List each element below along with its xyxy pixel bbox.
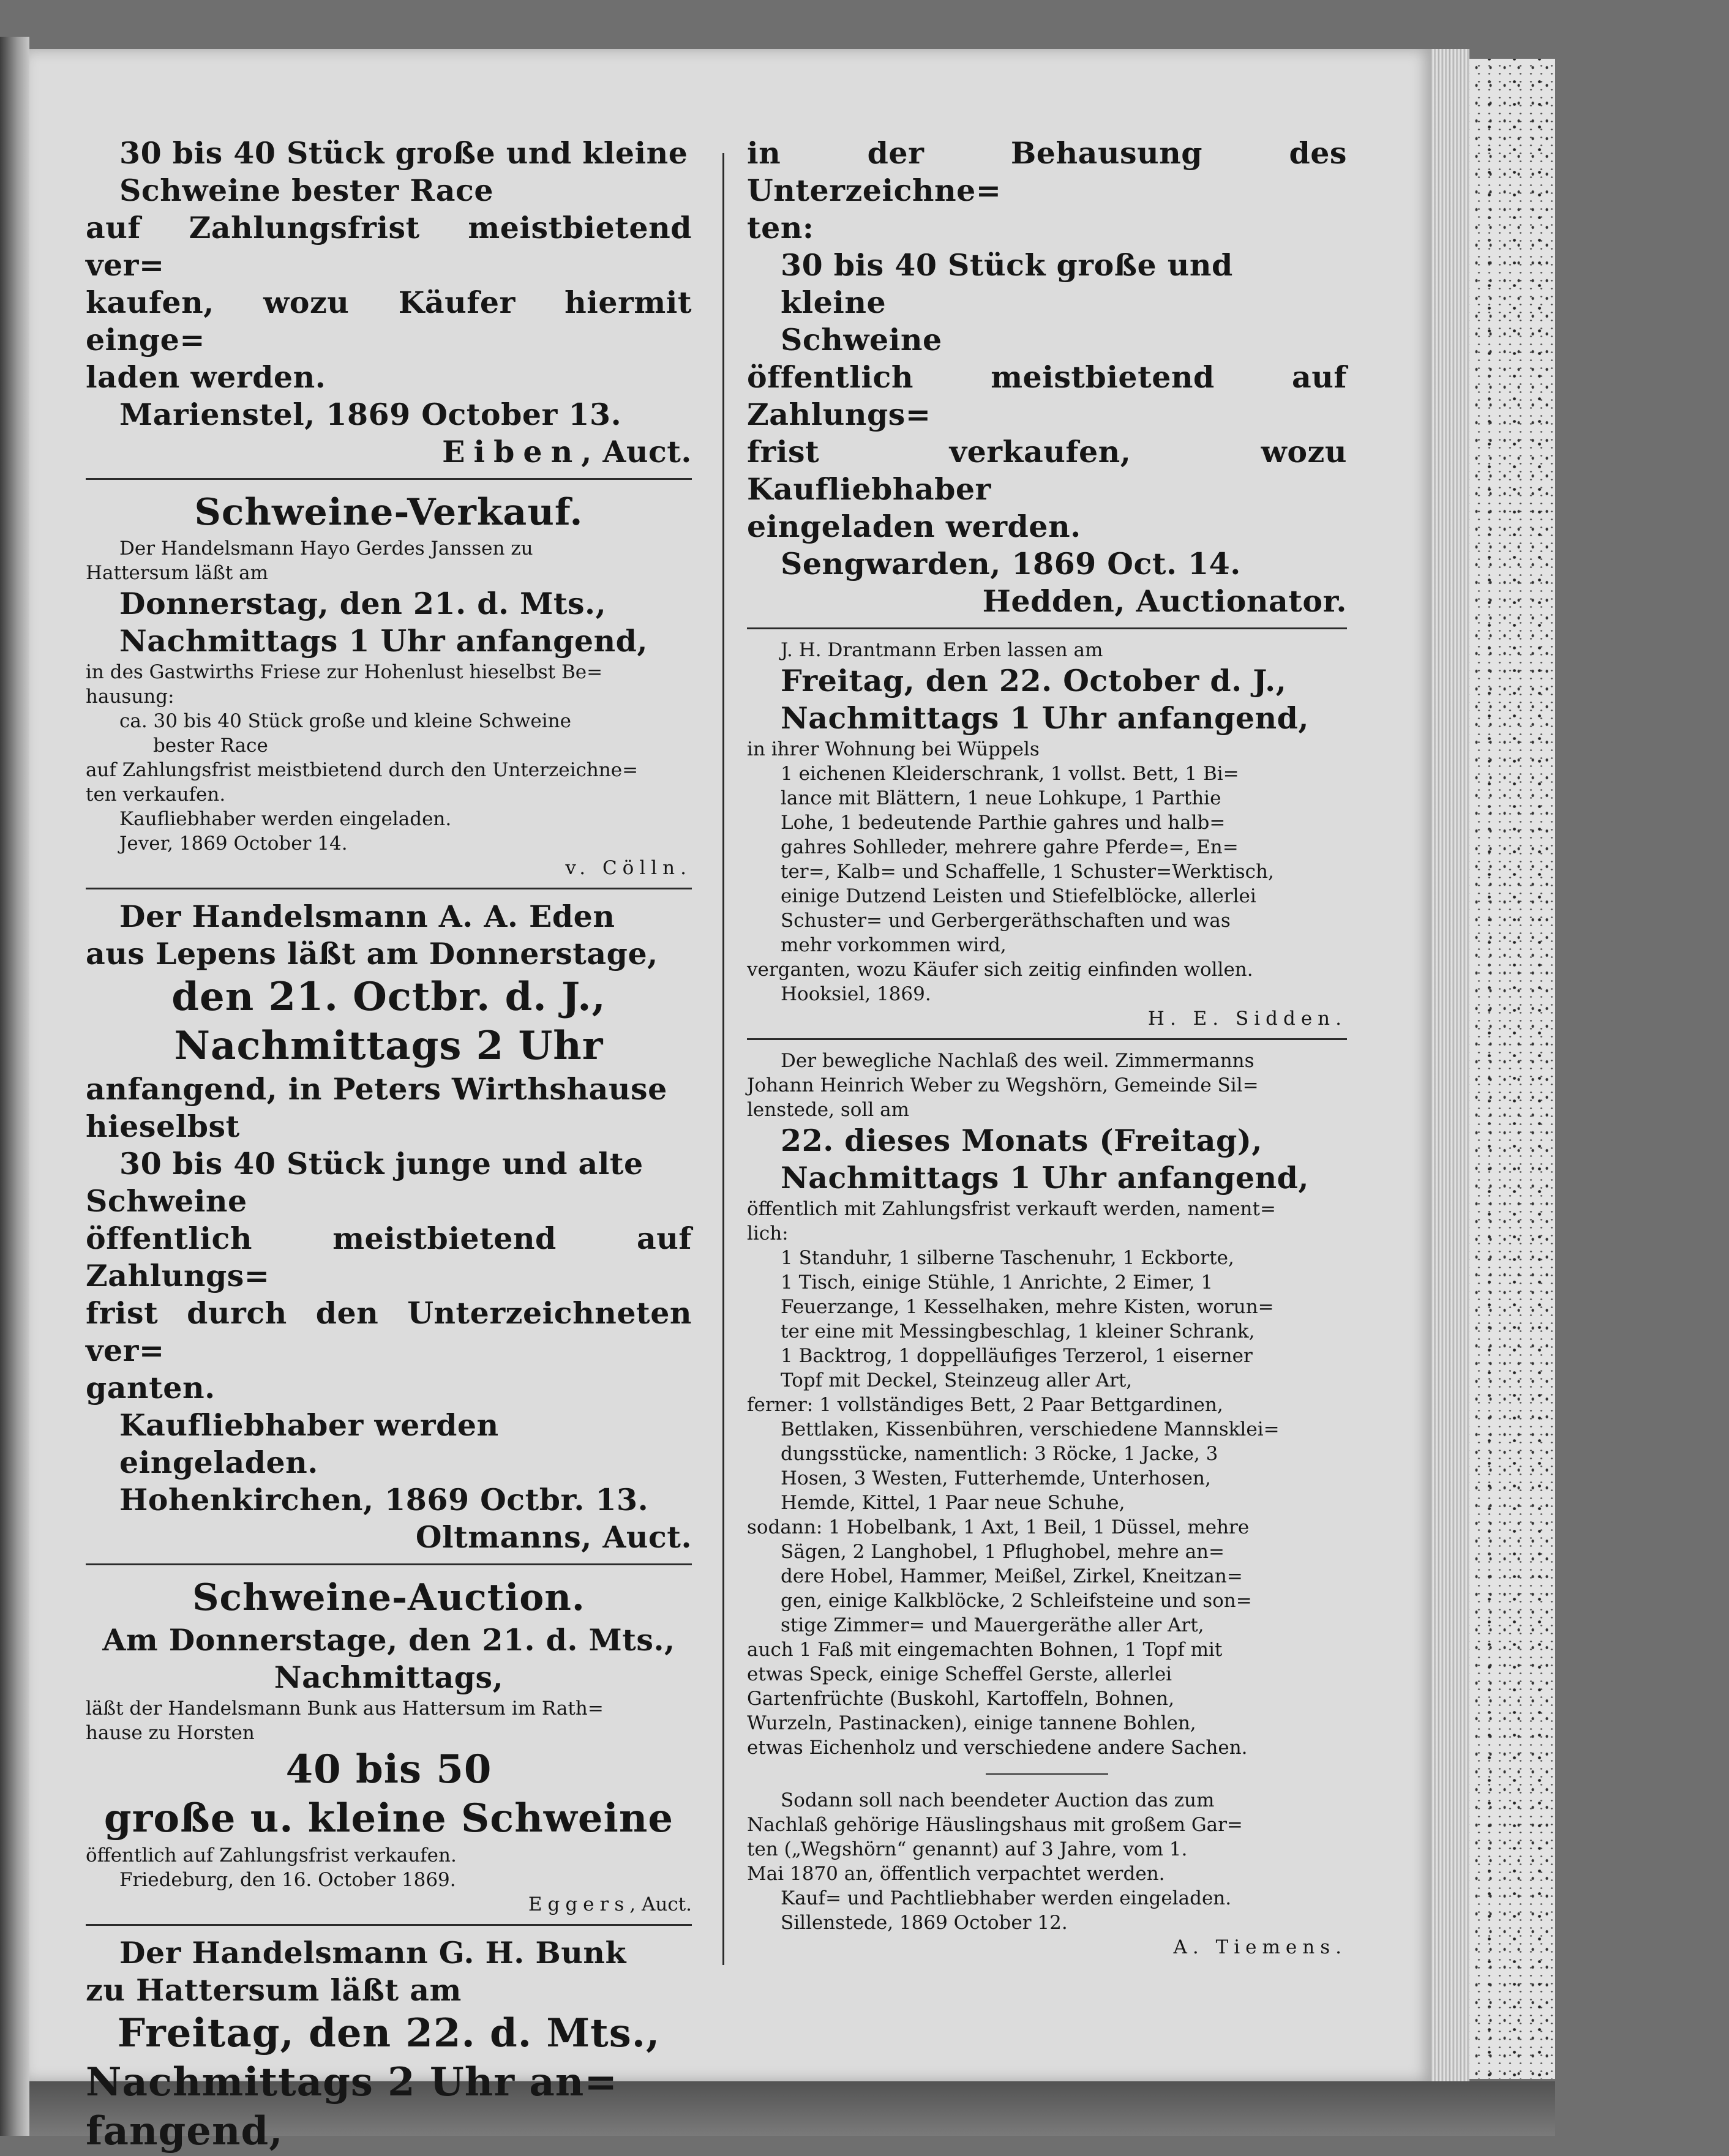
ad4-big-1: 40 bis 50: [285, 1746, 492, 1792]
ad4-signature: Eggers: [528, 1893, 630, 1915]
ad8-list-line: dungsstücke, namentlich: 3 Röcke, 1 Jacke, 3: [781, 1443, 1218, 1465]
ad3-line-2: aus Lepens läßt am Donnerstage,: [86, 936, 658, 971]
ad3-invite: Kaufliebhaber werden eingeladen.: [119, 1407, 499, 1480]
ad2-terms-2: ten verkaufen.: [86, 784, 226, 806]
ad6-signature: Hedden, Auctionator.: [982, 583, 1347, 619]
ad7-place-date: Hooksiel, 1869.: [781, 983, 931, 1005]
ad7-item-line: ter=, Kalb= und Schaffelle, 1 Schuster=Werktisch,: [781, 861, 1274, 883]
ad8-list-line: sodann: 1 Hobelbank, 1 Axt, 1 Beil, 1 Düssel, mehre: [747, 1516, 1250, 1538]
ad8-list-line: ferner: 1 vollständiges Bett, 2 Paar Bettgardinen,: [747, 1394, 1223, 1416]
ad7-item-line: einige Dutzend Leisten und Stiefelblöcke, allerlei: [781, 885, 1256, 907]
ad6-terms-3: eingeladen werden.: [747, 509, 1081, 544]
ad-hattersum: [86, 1934, 692, 2156]
ad2-intro-2: Hattersum läßt am: [86, 562, 269, 584]
ad8-terms-1: öffentlich mit Zahlungsfrist verkauft werden, nament=: [747, 1198, 1276, 1220]
ad8-intro-2: Johann Heinrich Weber zu Wegshörn, Gemeinde Sil=: [747, 1074, 1259, 1096]
ad8-list-line: Feuerzange, 1 Kesselhaken, mehre Kisten, worun=: [781, 1296, 1274, 1318]
ad8-place-date: Sillenstede, 1869 October 12.: [781, 1912, 1068, 1934]
ad2-location-1: in des Gastwirths Friese zur Hohenlust hieselbst Be=: [86, 661, 603, 683]
ad1-line-3: auf Zahlungsfrist meistbietend ver=: [86, 210, 692, 283]
ad7-item-line: lance mit Blättern, 1 neue Lohkupe, 1 Parthie: [781, 787, 1221, 809]
ad8-list-provisions: [747, 1638, 1347, 1760]
ad2-intro-1: Der Handelsmann Hayo Gerdes Janssen zu: [119, 537, 533, 560]
ad6-line-2: ten:: [747, 210, 814, 245]
ad8-list-line: stige Zimmer= und Mauergeräthe aller Art,: [781, 1614, 1204, 1636]
ad1-place-date: Marienstel, 1869 October 13.: [119, 397, 622, 432]
ad4-signature-line: [86, 1892, 692, 1917]
ad7-item-line: 1 eichenen Kleiderschrank, 1 vollst. Bett, 1 Bi=: [781, 763, 1239, 785]
ad2-location-2: hausung:: [86, 686, 174, 708]
divider-rule: [747, 1038, 1347, 1040]
ad8-list-line: auch 1 Faß mit eingemachten Bohnen, 1 Topf mit: [747, 1639, 1223, 1661]
short-divider-rule: [986, 1773, 1108, 1775]
ad6-terms-2: frist verkaufen, wozu Kaufliebhaber: [747, 434, 1347, 507]
ad1-signature-line: [86, 433, 692, 471]
ad7-time: Nachmittags 1 Uhr anfangend,: [781, 700, 1309, 736]
ad3-terms-1: öffentlich meistbietend auf Zahlungs=: [86, 1221, 692, 1293]
ad1-line-4: kaufen, wozu Käufer hiermit einge=: [86, 285, 692, 357]
ad1-signature-suffix: , Auct.: [581, 434, 692, 470]
divider-rule: [747, 627, 1347, 629]
ad7-intro: J. H. Drantmann Erben lassen am: [781, 639, 1103, 661]
ad8-list-line: Gartenfrüchte (Buskohl, Kartoffeln, Bohnen,: [747, 1688, 1174, 1710]
ad3-line-4: hieselbst: [86, 1109, 240, 1144]
ad6-place-date: Sengwarden, 1869 Oct. 14.: [781, 546, 1241, 582]
ad4-text-1: läßt der Handelsmann Bunk aus Hattersum im Rath=: [86, 1697, 604, 1720]
ad2-goods-2: bester Race: [153, 735, 268, 757]
ad8-list-clothing: [747, 1393, 1347, 1515]
page-stack-edge: [1431, 49, 1469, 2081]
ad8-time: Nachmittags 1 Uhr anfangend,: [781, 1160, 1309, 1196]
ad2-terms-1: auf Zahlungsfrist meistbietend durch den Unterzeichne=: [86, 759, 639, 781]
ad2-time: Nachmittags 1 Uhr anfangend,: [119, 623, 648, 659]
ad8-list-line: ter eine mit Messingbeschlag, 1 kleiner Schrank,: [781, 1320, 1255, 1342]
ad8-intro-3: lenstede, soll am: [747, 1099, 909, 1121]
ad3-time: Nachmittags 2 Uhr: [174, 1023, 604, 1069]
ad2-signature: v. Cölln.: [565, 857, 692, 879]
ad3-signature: Oltmanns, Auct.: [415, 1519, 692, 1555]
ad7-terms: verganten, wozu Käufer sich zeitig einfinden wollen.: [747, 959, 1253, 981]
ad7-location: in ihrer Wohnung bei Wüppels: [747, 738, 1040, 760]
ad3-goods-1: 30 bis 40 Stück junge und alte: [119, 1146, 643, 1181]
ad1-line-1: 30 bis 40 Stück große und kleine: [119, 135, 688, 171]
ad7-item-line: Lohe, 1 bedeutende Parthie gahres und halb=: [781, 812, 1226, 834]
ad7-signature: H. E. Sidden.: [1147, 1008, 1347, 1030]
ad3-line-1: Der Handelsmann A. A. Eden: [119, 899, 615, 934]
ad6-line-1: in der Behausung des Unterzeichne=: [747, 135, 1347, 208]
ad7-date: Freitag, den 22. October d. J.,: [781, 663, 1287, 698]
ad5-date: Freitag, den 22. d. Mts.,: [117, 2010, 661, 2056]
ad-jever: [86, 488, 692, 880]
right-column: [747, 135, 1347, 1959]
ad6-goods-1: 30 bis 40 Stück große und kleine: [781, 247, 1233, 320]
ad7-item-line: mehr vorkommen wird,: [781, 934, 1007, 956]
ad5-time-2: fangend,: [86, 2108, 283, 2154]
left-column: [86, 135, 692, 2156]
ad4-terms: öffentlich auf Zahlungsfrist verkaufen.: [86, 1844, 457, 1866]
ad8-list-line: Hosen, 3 Westen, Futterhemde, Unterhosen,: [781, 1467, 1211, 1489]
ad2-headline: Schweine-Verkauf.: [194, 491, 583, 534]
ad8-list-household: [747, 1246, 1347, 1393]
ad2-signature-line: [86, 856, 692, 880]
ad8-lease-line: Sodann soll nach beendeter Auction das zum: [781, 1789, 1215, 1811]
ad6-goods-2: Schweine: [781, 322, 942, 357]
ad8-signature: A. Tiemens.: [1173, 1936, 1347, 1958]
ad3-goods-2: Schweine: [86, 1183, 247, 1219]
ad-lepens: [86, 898, 692, 1556]
ad8-list-line: Topf mit Deckel, Steinzeug aller Art,: [781, 1369, 1133, 1391]
ad7-item-line: gahres Sohlleder, mehrere gahre Pferde=, En=: [781, 836, 1239, 858]
ad5-line-1: Der Handelsmann G. H. Bunk: [119, 1935, 627, 1971]
ad8-list-line: etwas Eichenholz und verschiedene andere Sachen.: [747, 1737, 1248, 1759]
ad4-headline: Schweine-Auction.: [192, 1576, 585, 1619]
ad3-terms-2: frist durch den Unterzeichneten ver=: [86, 1295, 692, 1368]
ad4-date: Am Donnerstage, den 21. d. Mts.,: [102, 1622, 675, 1658]
ad8-lease-line: Mai 1870 an, öffentlich verpachtet werden.: [747, 1863, 1165, 1885]
ad-hooksiel: [747, 638, 1347, 1031]
divider-rule: [86, 888, 692, 889]
ad8-list-line: dere Hobel, Hammer, Meißel, Zirkel, Kneitzan=: [781, 1565, 1243, 1587]
ad2-date: Donnerstag, den 21. d. Mts.,: [119, 586, 607, 621]
ad-sengwarden: [747, 135, 1347, 620]
ad5-line-2: zu Hattersum läßt am: [86, 1972, 462, 2008]
ad8-list-line: Hemde, Kittel, 1 Paar neue Schuhe,: [781, 1492, 1125, 1514]
divider-rule: [86, 1563, 692, 1565]
ad4-text-2: hause zu Horsten: [86, 1722, 255, 1744]
ad4-big-2: große u. kleine Schweine: [103, 1795, 674, 1841]
divider-rule: [86, 1924, 692, 1926]
ad8-list-line: 1 Tisch, einige Stühle, 1 Anrichte, 2 Eimer, 1: [781, 1271, 1213, 1293]
ad7-signature-line: [747, 1006, 1347, 1031]
ad-horsten: [86, 1574, 692, 1917]
ad7-items: [747, 762, 1347, 957]
ad8-list-line: Bettlaken, Kissenbühren, verschiedene Mannsklei=: [781, 1418, 1280, 1440]
ad8-list-tools: [747, 1515, 1347, 1638]
ad3-line-3: anfangend, in Peters Wirthshause: [86, 1071, 667, 1107]
ad5-time-1: Nachmittags 2 Uhr an=: [86, 2059, 618, 2105]
ad3-terms-3: ganten.: [86, 1370, 216, 1406]
ad4-place-date: Friedeburg, den 16. October 1869.: [119, 1869, 456, 1891]
ad2-invite: Kaufliebhaber werden eingeladen.: [119, 808, 452, 830]
ad8-list-line: 1 Standuhr, 1 silberne Taschenuhr, 1 Eckborte,: [781, 1247, 1234, 1269]
ad1-line-2: Schweine bester Race: [119, 173, 493, 208]
ad8-date: 22. dieses Monats (Freitag),: [781, 1123, 1262, 1158]
ad8-intro-1: Der bewegliche Nachlaß des weil. Zimmermanns: [781, 1050, 1255, 1072]
ad-sillenstede: [747, 1049, 1347, 1959]
ad8-list-line: Wurzeln, Pastinacken), einige tannene Bohlen,: [747, 1712, 1196, 1734]
ad7-item-line: Schuster= und Gerbergeräthschaften und was: [781, 910, 1231, 932]
ad8-signature-line: [747, 1935, 1347, 1959]
ad3-place-date: Hohenkirchen, 1869 Octbr. 13.: [119, 1482, 649, 1518]
ad3-date: den 21. Octbr. d. J.,: [171, 974, 606, 1020]
ad2-place-date: Jever, 1869 October 14.: [119, 833, 348, 855]
book-gutter-left: [0, 37, 29, 2136]
divider-rule: [86, 478, 692, 480]
marbled-book-cover: [1469, 59, 1555, 2079]
ad8-terms-2: lich:: [747, 1222, 789, 1245]
column-divider: [722, 153, 724, 1965]
ad8-list-line: 1 Backtrog, 1 doppelläufiges Terzerol, 1 eiserner: [781, 1345, 1253, 1367]
ad1-signature: Eiben: [442, 434, 582, 470]
ad8-lease-line: Nachlaß gehörige Häuslingshaus mit großem Gar=: [747, 1814, 1243, 1836]
ad8-lease-line: ten („Wegshörn“ genannt) auf 3 Jahre, vom 1.: [747, 1838, 1188, 1860]
ad8-list-line: Sägen, 2 Langhobel, 1 Pflughobel, mehre an=: [781, 1541, 1225, 1563]
ad8-list-line: gen, einige Kalkblöcke, 2 Schleifsteine und son=: [781, 1590, 1252, 1612]
ad8-invite: Kauf= und Pachtliebhaber werden eingeladen.: [781, 1887, 1232, 1909]
ad4-time: Nachmittags,: [274, 1660, 504, 1695]
ad4-signature-suffix: , Auct.: [629, 1893, 692, 1915]
ad8-list-line: etwas Speck, einige Scheffel Gerste, allerlei: [747, 1663, 1172, 1685]
ad2-goods-1: ca. 30 bis 40 Stück große und kleine Schweine: [119, 710, 571, 732]
ad8-lease: [747, 1788, 1347, 1886]
ad6-terms-1: öffentlich meistbietend auf Zahlungs=: [747, 359, 1347, 432]
ad-marienstel: [86, 135, 692, 471]
ad1-line-5: laden werden.: [86, 359, 326, 395]
